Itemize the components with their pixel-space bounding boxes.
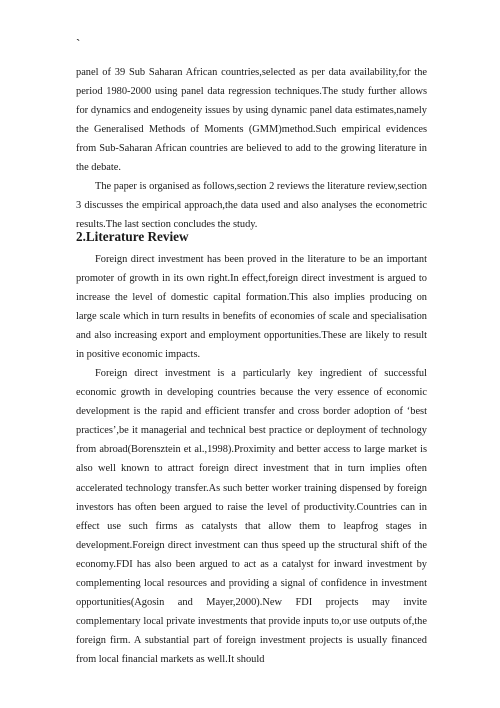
paragraph-fdi-key: Foreign direct investment is a particularly key ingredient of successful economic growth in developing countries because the very essence of economic development is the rapid and efficient transfer and cross border adoption of ‘best practices’,be it managerial and technical best practice or deployment of technology from abroad(Borensztein et al.,1998).Proximity and better access to large market is also well known to attract foreign direct investment that in turn implies often accelerated technology transfer.As such better worker training dispensed by foreign investors has often been argued to raise the level of productivity.Countries can in effect use such firms as catalysts that allow them to leapfrog stages in development.Foreign direct investment can thus speed up the structural shift of the economy.FDI has also been argued to act as a catalyst for inward investment by complementing local resources and providing a signal of confidence in investment opportunities(Agosin and Mayer,2000).New FDI projects may invite complementary local private investments that provide inputs to,or use outputs of,the foreign firm. A substantial part of foreign investment projects is usually financed from local financial markets as well.It should: [76, 368, 427, 666]
paragraph-organisation: The paper is organised as follows,section 2 reviews the literature review,section 3 discusses the empirical approach,the data used and also analyses the econometric results.The last section concludes the study.: [76, 181, 427, 231]
paragraph-continuation: panel of 39 Sub Saharan African countries,selected as per data availability,for the period 1980-2000 using panel data regression techniques.The study further allows for dynamics and endogeneity issues by using dynamic panel data estimates,namely the Generalised Methods of Moments (GMM)method.Such empirical evidences from Sub-Saharan African countries are believed to add to the growing literature in the debate.: [76, 67, 427, 174]
top-mark: `: [76, 36, 81, 51]
paragraph-fdi-growth: Foreign direct investment has been proved in the literature to be an important promoter of growth in its own right.In effect,foreign direct investment is argued to increase the level of domestic capital formation.This also implies producing on large scale which in turn results in benefits of economies of scale and specialisation and also increasing export and employment opportunities.These are likely to result in positive economic impacts.: [76, 254, 427, 361]
section-heading: 2.Literature Review: [76, 229, 189, 244]
